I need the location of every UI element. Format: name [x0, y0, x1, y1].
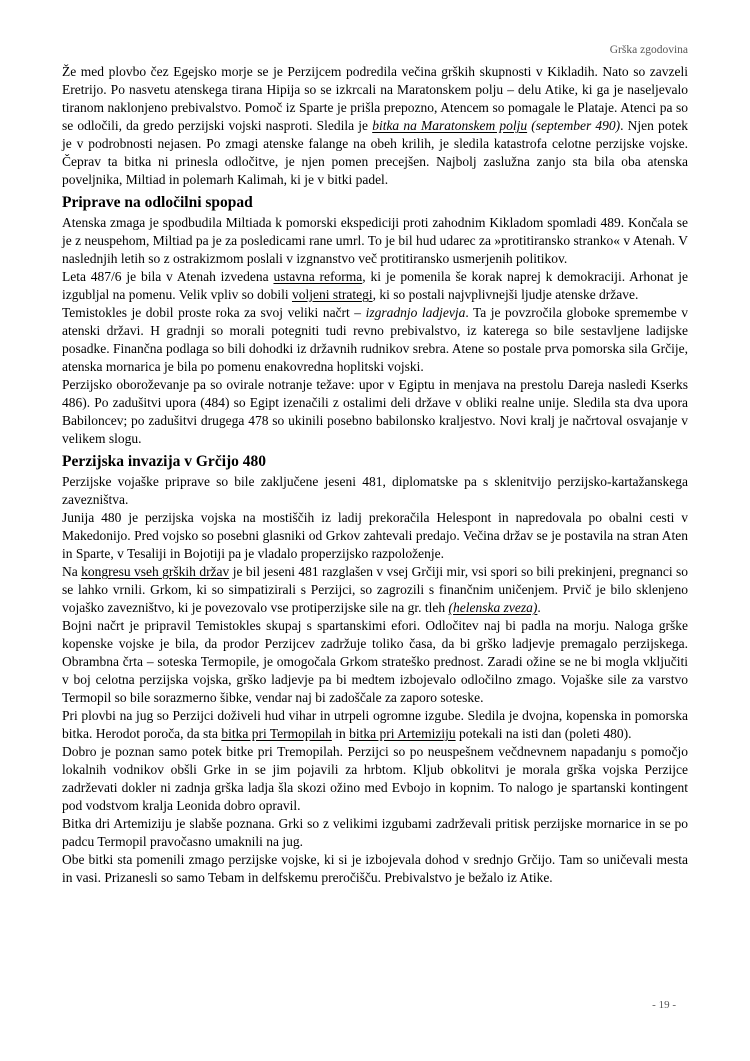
paragraph	[62, 473, 688, 509]
paragraph	[62, 563, 688, 617]
text-segment: voljeni strategi	[291, 287, 373, 302]
text-segment: bitka na Maratonskem polju	[372, 118, 528, 133]
paragraph	[62, 268, 688, 304]
text-segment: (september 490)	[527, 118, 621, 133]
text-segment: in	[331, 726, 350, 741]
text-segment: Dobro je poznan samo potek bitke pri Tremopilah. Perzijci so po neuspešnem večdnevnem napadanju s pomočjo lokalnih vodnikov obšli Grke in se jim pojavili za hrbtom. Kljub obkolitvi je morala grška vojska Perzijce zadrževati dokler ni zadnja grška ladja šla skozi ožino med Evbojo in kopnim. To nalogo je spartanski kontingent pod vodstvom kralja Leonida dobro opravil.	[62, 744, 688, 813]
paragraph	[62, 743, 688, 815]
paragraph	[62, 707, 688, 743]
page-number: - 19 -	[652, 999, 676, 1011]
paragraph	[62, 617, 688, 707]
paragraph	[62, 214, 688, 268]
text-segment: . Ta je povzročila globoke spremembe v atenski državi. H gradnji so morali potegniti tudi revno prebivalstvo, iz katerega so bile sestavljene ladijske posadke. Finančna podlaga so bili dohodki iz državnih rudnikov srebra. Atene so postale prva pomorska sila Grčije, atenska mornarica je bila po pomenu enakovredna hoplitski vojski.	[62, 305, 689, 374]
page-content	[62, 44, 688, 887]
text-segment: potekali na isti dan (poleti 480).	[455, 726, 632, 741]
running-header: Grška zgodovina	[609, 44, 688, 56]
text-segment: ustavna reforma	[273, 269, 363, 284]
text-segment: Že med plovbo čez Egejsko morje se je Perzijcem podredila večina grških skupnosti v Kikladih. Nato so zavzeli Eretrijo. Po nasvetu atenskega tirana Hipija so se izkrcali na Maratonskem polju – delu Atike, ki ga je naseljevalo tiranom naklonjeno prebivalstvo. Pomoč iz Sparte je prišla prepozno, Atencem so pomagale le Plataje. Atenci pa so se odločili, da gredo perzijski vojski nasproti. Sledila je	[62, 64, 688, 133]
text-segment: Perzijsko oboroževanje pa so ovirale notranje težave: upor v Egiptu in menjava na prestolu Dareja nasledi Kserks 486). Po zadušitvi upora (484) so Egipt izenačili z ostalimi deli države v obliki realne unije. Sledila sta dva upora Babiloncev; po zadušitvi drugega 478 so ukinili posebno babilonsko kraljestvo. Novi kralj je načrtoval osvajanje v velikem slogu.	[62, 377, 688, 446]
text-segment: izgradnjo ladjevja	[365, 305, 466, 320]
text-segment: Bojni načrt je pripravil Temistokles skupaj s spartanskimi efori. Odločitev naj bi padla na morju. Naloga grške kopenske vojske je bila, da prodor Perzijcev zadržuje toliko časa, da bi grško ladjevje premagalo perzijskega. Obrambna črta – soteska Termopile, je omogočala Grkom strateško prednost. Zaradi ožine se ne bi mogla vključiti v boj celotna perzijska vojska, grško ladjevje pa bi medtem izbojevalo odločilno zmago. Vojaške sile za varstvo Termopil so bile sorazmerno šibke, vendar naj bi zadoščale za zaporo soteske.	[62, 618, 688, 705]
text-segment: Obe bitki sta pomenili zmago perzijske vojske, ki si je izbojevala dohod v srednjo Grčijo. Tam so uničevali mesta in vasi. Prizanesli so samo Tebam in delfskemu preročišču. Prebivalstvo je bežalo iz Atike.	[62, 852, 688, 885]
text-segment: Bitka dri Artemiziju je slabše poznana. Grki so z velikimi izgubami zadrževali pritisk perzijske mornarice in se po padcu Termopil pravočasno umaknili na jug.	[62, 816, 688, 849]
paragraph	[62, 63, 688, 189]
document-body	[62, 63, 688, 887]
text-segment: Junija 480 je perzijska vojska na mostiščih iz ladij prekoračila Helespont in napredovala po obalni cesti v Makedonijo. Pred vojsko so posebni glasniki od Grkov zahtevali predajo. Večina držav se je postavila na stran Aten in Sparte, v Tesaliji in Bojotiji pa je vladalo properzijsko razpoloženje.	[62, 510, 688, 561]
text-segment: bitka pri Artemiziju	[349, 726, 456, 741]
text-segment: (helenska zveza)	[448, 600, 538, 615]
text-segment: .	[537, 600, 541, 615]
section-heading: Priprave na odločilni spopad	[62, 194, 253, 211]
section-heading: Perzijska invazija v Grčijo 480	[62, 453, 267, 470]
text-segment: , ki so postali najvplivnejši ljudje atenske države.	[372, 287, 639, 302]
paragraph	[62, 815, 688, 851]
text-segment: , ki je pomenila še korak naprej k demokraciji. Arhonat je izgubljal na pomenu. Velik vpliv so dobili	[62, 269, 688, 302]
text-segment: Na	[62, 564, 82, 579]
paragraph	[62, 304, 688, 376]
text-segment: Atenska zmaga je spodbudila Miltiada k pomorski ekspediciji proti zahodnim Kikladom spomladi 489. Končala se je z neuspehom, Miltiad pa je za posledicami rane umrl. To je bil hud udarec za »protitiransko stranko« v Atenah. V naslednjih letih so z ostrakizmom poslali v izgnanstvo več protitiransko usmerjenih politikov.	[62, 215, 688, 266]
text-segment: Temistokles je dobil proste roka za svoj veliki načrt –	[62, 305, 366, 320]
paragraph	[62, 851, 688, 887]
text-segment: Pri plovbi na jug so Perzijci doživeli hud vihar in utrpeli ogromne izgube. Sledila je dvojna, kopenska in pomorska bitka. Herodot poroča, da sta	[62, 708, 688, 741]
paragraph	[62, 376, 688, 448]
text-segment: Perzijske vojaške priprave so bile zaključene jeseni 481, diplomatske pa s sklenitvijo perzijsko-kartažanskega zavezništva.	[62, 474, 688, 507]
text-segment: Leta 487/6 je bila v Atenah izvedena	[62, 269, 274, 284]
text-segment: bitka pri Termopilah	[221, 726, 332, 741]
text-segment: kongresu vseh grških držav	[81, 564, 230, 579]
paragraph	[62, 509, 688, 563]
text-segment: je bil jeseni 481 razglašen v vsej Grčiji mir, vsi spori so bili prekinjeni, pregnanci so se lahko vrnili. Grkom, ki so simpatizirali s Perzijci, so zagrozili s finančnim uničenjem. Prvič je bilo sklenjeno vojaško zavezništvo, ki je povezovalo vse protiperzijske sile na gr. tleh	[62, 564, 688, 615]
text-segment: . Njen potek je v podrobnosti nejasen. Po zmagi atenske falange na obeh krilih, je sledila katastrofa celotne perzijske vojske. Čeprav ta bitka ni prinesla odločitve, je njen pomen precejšen. Najbolj zaslužna zanjo sta bila oba atenska poveljnika, Miltiad in polemarh Kalimah, ki je v bitki padel.	[62, 118, 688, 187]
